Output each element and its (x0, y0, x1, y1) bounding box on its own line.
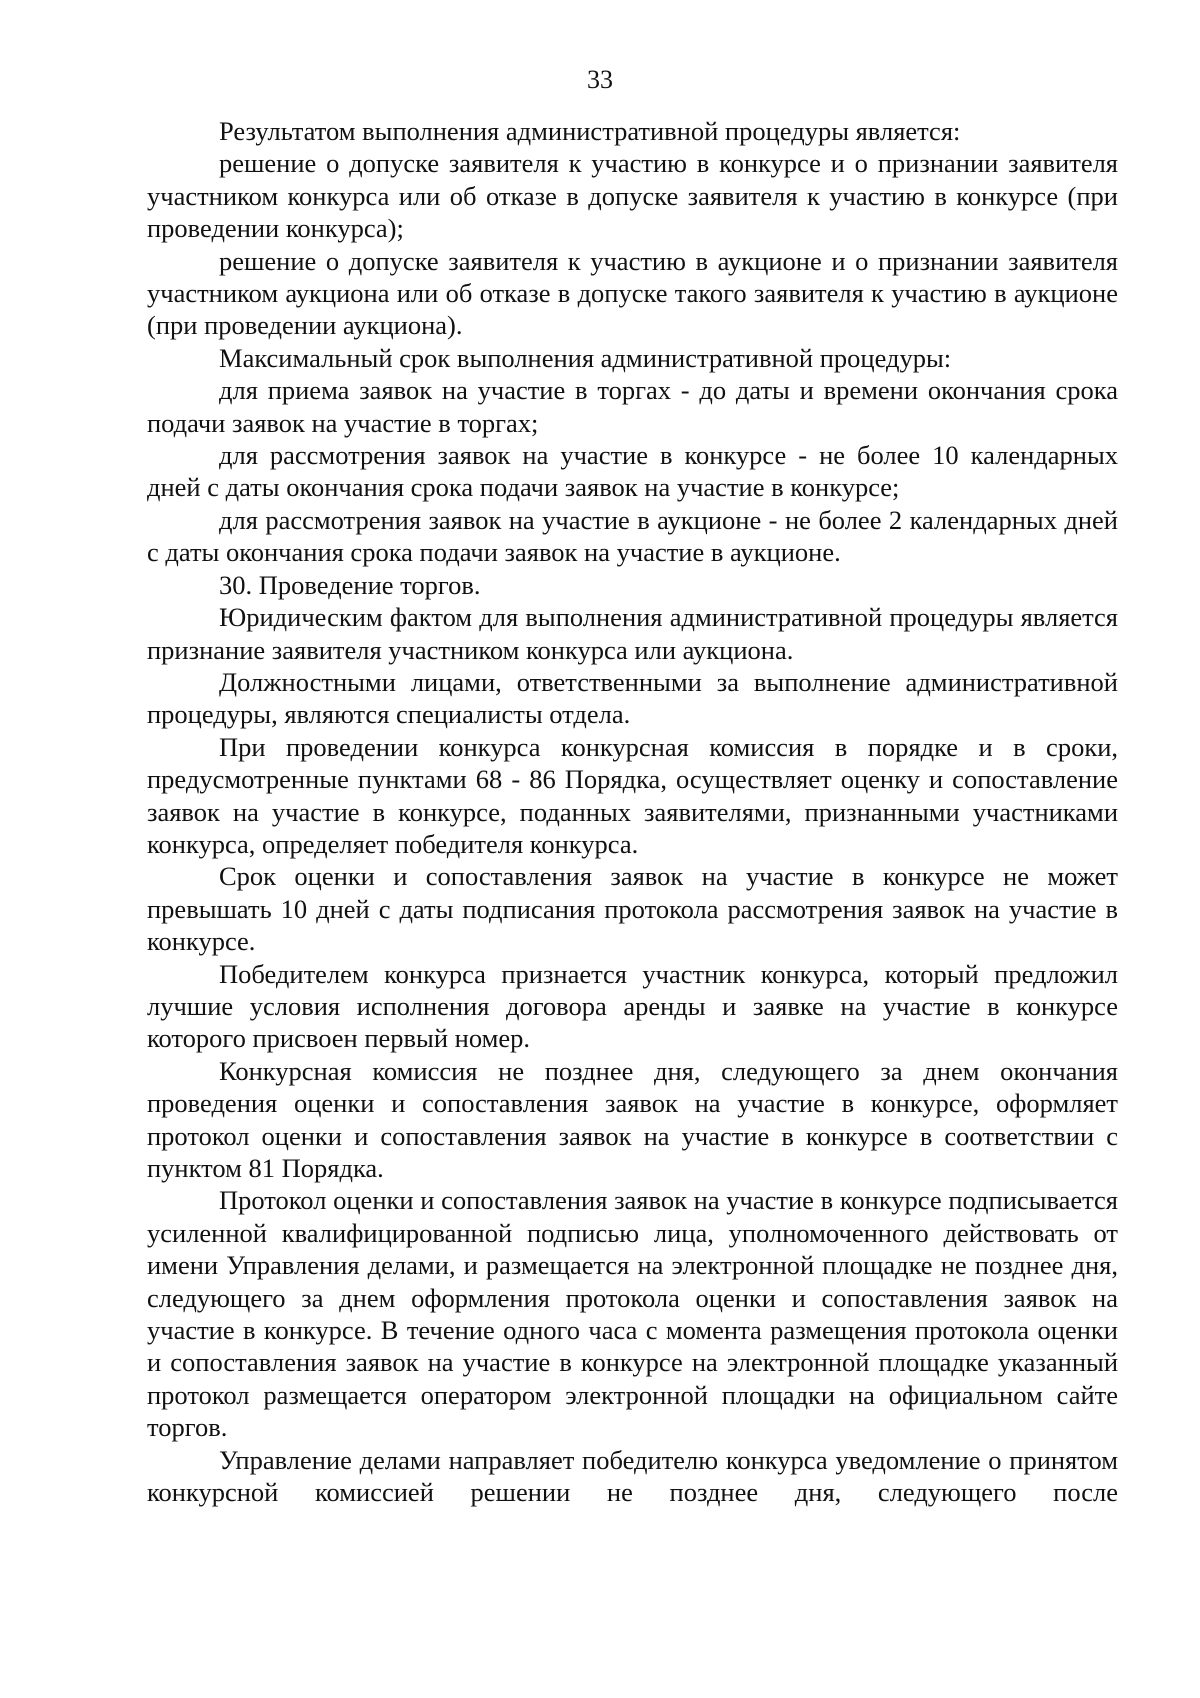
document-body (147, 115, 1118, 1508)
section-heading-30: 30. Проведение торгов. (219, 569, 481, 600)
paragraph-receipt-term: для приема заявок на участие в торгах - до даты и времени окончания срока подачи заявок на участие в торгах; (147, 375, 1118, 438)
paragraph-legal-fact: Юридическим фактом для выполнения административной процедуры является признание заявителя участником конкурса или аукциона. (147, 602, 1118, 665)
paragraph-max-term: Максимальный срок выполнения административной процедуры: (219, 342, 952, 373)
paragraph-auction-admission: решение о допуске заявителя к участию в аукционе и о признании заявителя участником аукциона или об отказе в допуске такого заявителя к участию в аукционе (при проведении аукциона). (147, 245, 1118, 341)
paragraph-evaluation-term: Срок оценки и сопоставления заявок на участие в конкурсе не может превышать 10 дней с даты подписания протокола рассмотрения заявок на участие в конкурсе. (147, 861, 1118, 957)
paragraph-auction-review-term: для рассмотрения заявок на участие в аукционе - не более 2 календарных дней с даты окончания срока подачи заявок на участие в аукционе. (147, 504, 1118, 568)
paragraph-contest-review-term: для рассмотрения заявок на участие в конкурсе - не более 10 календарных дней с даты окончания срока подачи заявок на участие в конкурсе; (147, 440, 1118, 503)
page-number: 33 (587, 65, 613, 94)
paragraph-notification: Управление делами направляет победителю конкурса уведомление о принятом конкурсной комиссией решении не позднее дня, следующего после (147, 1444, 1118, 1508)
paragraph-commission-protocol: Конкурсная комиссия не позднее дня, следующего за днем окончания проведения оценки и сопоставления заявок на участие в конкурсе, оформляет протокол оценки и сопоставления заявок на участие в конкурсе в соответствии с пунктом 81 Порядка. (147, 1055, 1118, 1183)
paragraph-result-intro: Результатом выполнения административной процедуры является: (219, 116, 961, 146)
paragraph-contest-evaluation: При проведении конкурса конкурсная комиссия в порядке и в сроки, предусмотренные пунктами 68 - 86 Порядка, осуществляет оценку и сопоставление заявок на участие в конкурсе, поданных заявителями, признанными участниками конкурса, определяет победителя конкурса. (147, 731, 1118, 859)
paragraph-winner: Победителем конкурса признается участник конкурса, который предложил лучшие условия исполнения договора аренды и заявке на участие в конкурсе которого присвоен первый номер. (147, 958, 1118, 1054)
paragraph-contest-admission: решение о допуске заявителя к участию в конкурсе и о признании заявителя участником конкурса или об отказе в допуске заявителя к участию в конкурсе (при проведении конкурса); (147, 148, 1118, 244)
paragraph-responsible-officials: Должностными лицами, ответственными за выполнение административной процедуры, являются специалисты отдела. (147, 666, 1118, 730)
paragraph-protocol-signing: Протокол оценки и сопоставления заявок на участие в конкурсе подписывается усиленной квалифицированной подписью лица, уполномоченного действовать от имени Управления делами, и размещается на электронной площадке не позднее дня, следующего за днем оформления протокола оценки и сопоставления заявок на участие в конкурсе. В течение одного часа с момента размещения протокола оценки и сопоставления заявок на участие в конкурсе на электронной площадке указанный протокол размещается оператором электронной площадки на официальном сайте торгов. (147, 1185, 1118, 1443)
